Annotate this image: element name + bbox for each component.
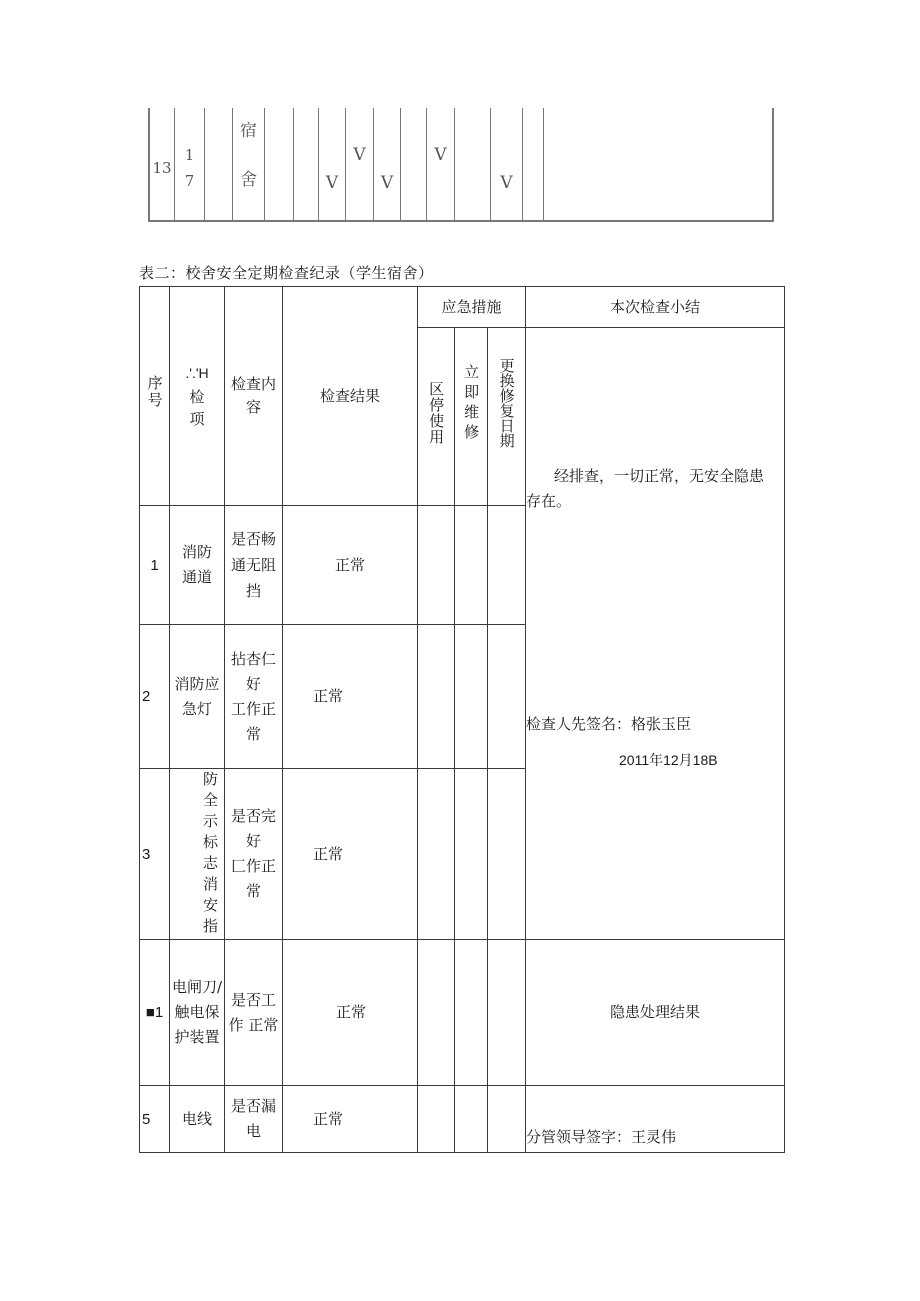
- fragment-check-4: V: [434, 145, 447, 165]
- table-row: [140, 940, 785, 1086]
- fragment-row-number: 13: [152, 159, 172, 177]
- row-replace-date: [488, 506, 526, 625]
- fragment-item-bottom: 舍: [240, 170, 257, 190]
- row-stop-use: [418, 940, 455, 1086]
- row-replace-date: [488, 625, 526, 769]
- row-result: 正常: [283, 1086, 418, 1153]
- fragment-check-5: V: [500, 173, 513, 193]
- row-replace-date: [488, 1086, 526, 1153]
- table-row: [140, 1086, 785, 1153]
- row-repair: [455, 506, 488, 625]
- inspection-date: 2011年12月18B: [619, 752, 718, 768]
- row-item: 电闸刀/触电保护装置: [170, 940, 225, 1086]
- row-number: 5: [140, 1086, 170, 1153]
- fragment-item-top: 宿: [240, 121, 257, 141]
- summary-text: 经排查，一切正常，无安全隐患存在。: [526, 467, 765, 510]
- row-stop-use: [418, 625, 455, 769]
- row-repair: [455, 940, 488, 1086]
- row-result: 正常: [283, 625, 418, 769]
- header-item-prefix: .'.'H: [185, 364, 209, 381]
- row-replace-date: [488, 769, 526, 940]
- row-repair: [455, 1086, 488, 1153]
- inspection-table: [139, 286, 785, 1153]
- row-item: 消防通道: [170, 506, 225, 625]
- row-number: 2: [140, 625, 170, 769]
- fragment-check-2: V: [353, 145, 366, 165]
- previous-table-fragment: [148, 108, 776, 222]
- row-number: 3: [140, 769, 170, 940]
- row-result: 正常: [283, 506, 418, 625]
- row-number: ■1: [140, 940, 170, 1086]
- header-summary: 本次检查小结: [526, 287, 785, 328]
- row-stop-use: [418, 769, 455, 940]
- header-content: 检查内容: [225, 287, 283, 506]
- row-stop-use: [418, 1086, 455, 1153]
- header-seq: 序号: [140, 287, 170, 506]
- row-content: 是否工作 正常: [225, 940, 283, 1086]
- row-number: 1: [140, 506, 170, 625]
- header-result: 检查结果: [283, 287, 418, 506]
- row-result: 正常: [283, 940, 418, 1086]
- fragment-col-b: 7: [184, 172, 195, 190]
- row-item: 消防应急灯: [170, 625, 225, 769]
- row-item: 防全示标志消安指: [170, 769, 225, 940]
- row-content: 是否漏电: [225, 1086, 283, 1153]
- summary-cell: [526, 328, 785, 940]
- row-stop-use: [418, 506, 455, 625]
- leader-signature: 分管领导签字：王灵伟: [526, 1086, 785, 1153]
- fragment-col-a: 1: [184, 146, 195, 164]
- row-repair: [455, 769, 488, 940]
- fragment-check-1: V: [325, 173, 339, 193]
- header-stop-use: 区停使用: [418, 328, 455, 506]
- row-repair: [455, 625, 488, 769]
- hazard-result-title: 隐患处理结果: [526, 940, 785, 1086]
- inspector-signature: 检查人先签名：格张玉臣: [526, 715, 692, 733]
- header-emergency: 应急措施: [418, 287, 526, 328]
- fragment-check-3: V: [380, 173, 394, 193]
- row-item: 电线: [170, 1086, 225, 1153]
- header-repair: 立即维修: [455, 328, 488, 506]
- header-replace-date: 更换修复日期: [488, 328, 526, 506]
- table-caption: 表二：校舍安全定期检查纪录（学生宿舍）: [139, 264, 434, 282]
- row-result: 正常: [283, 769, 418, 940]
- row-content: 是否完好 匚作正常: [225, 769, 283, 940]
- row-content: 是否畅通无阻挡: [225, 506, 283, 625]
- row-replace-date: [488, 940, 526, 1086]
- header-item: .'.'H 检项: [170, 287, 225, 506]
- row-content: 拈杏仁好 工作正常: [225, 625, 283, 769]
